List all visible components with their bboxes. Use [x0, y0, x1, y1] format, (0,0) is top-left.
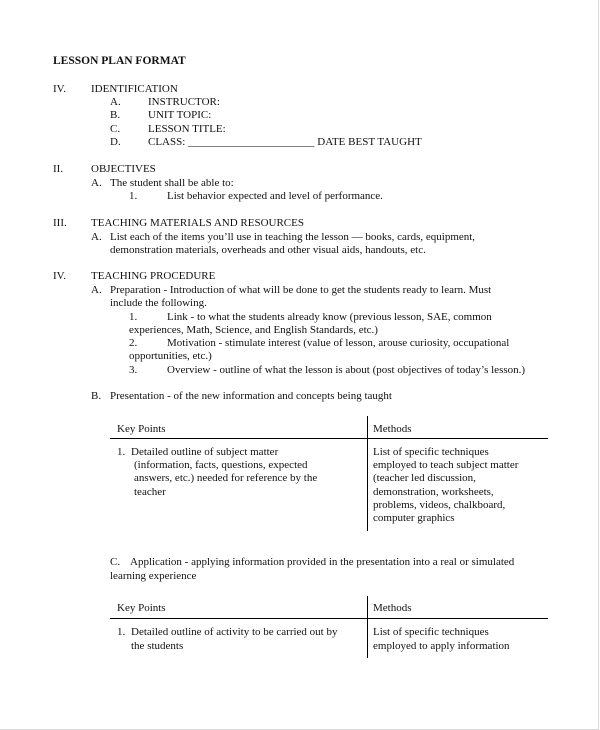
- table-column-divider: [367, 416, 368, 531]
- identification-item-letter: D.: [110, 136, 121, 148]
- preparation-subitem-number: 1.: [129, 311, 138, 323]
- preparation-link-line1: Link - to what the students already know (previous lesson, SAE, common: [167, 311, 492, 323]
- preparation-link-line2: experiences, Math, Science, and English Standards, etc.): [129, 324, 378, 336]
- document-title: LESSON PLAN FORMAT: [53, 55, 186, 67]
- preparation-motivation-line1: Motivation - stimulate interest (value of lesson, arouse curiosity, occupational: [167, 337, 510, 349]
- objectives-item-letter: A.: [91, 177, 102, 189]
- materials-item-letter: A.: [91, 231, 102, 243]
- key-points-line: Detailed outline of activity to be carried out by: [131, 626, 338, 638]
- key-points-line: answers, etc.) needed for reference by the: [134, 472, 318, 484]
- section-materials-numeral: III.: [53, 217, 67, 229]
- section-identification-numeral: IV.: [53, 83, 66, 95]
- methods-line: computer graphics: [373, 512, 455, 524]
- table-header-key-points: Key Points: [117, 423, 166, 435]
- procedure-item-letter: B.: [91, 390, 102, 402]
- key-points-line: Detailed outline of subject matter: [131, 446, 279, 458]
- procedure-preparation-line1: Preparation - Introduction of what will be done to get the students ready to learn. Must: [110, 284, 492, 296]
- section-objectives-heading: OBJECTIVES: [91, 163, 156, 175]
- preparation-overview-line1: Overview - outline of what the lesson is about (post objectives of today’s lesson.): [167, 364, 526, 376]
- methods-line: employed to apply information: [373, 640, 510, 652]
- preparation-subitem-number: 3.: [129, 364, 138, 376]
- methods-line: employed to teach subject matter: [373, 459, 519, 471]
- identification-item-lesson-title: LESSON TITLE:: [148, 123, 226, 135]
- section-identification-heading: IDENTIFICATION: [91, 83, 178, 95]
- table-header-methods: Methods: [373, 423, 412, 435]
- materials-item-text-line1: List each of the items you’ll use in teaching the lesson — books, cards, equipment,: [110, 231, 476, 243]
- procedure-application-line1: Application - applying information provided in the presentation into a real or simulated: [130, 556, 515, 568]
- preparation-motivation-line2: opportunities, etc.): [129, 350, 212, 362]
- methods-line: List of specific techniques: [373, 446, 489, 458]
- section-materials-heading: TEACHING MATERIALS AND RESOURCES: [91, 217, 304, 229]
- methods-line: demonstration, worksheets,: [373, 486, 494, 498]
- table-column-divider: [367, 596, 368, 658]
- identification-item-class: CLASS: _______________________ DATE BEST TAUGHT: [148, 136, 422, 148]
- key-points-line: teacher: [134, 486, 166, 498]
- methods-line: List of specific techniques: [373, 626, 489, 638]
- key-points-line: the students: [131, 640, 184, 652]
- objectives-subitem-text: List behavior expected and level of performance.: [167, 190, 383, 202]
- objectives-subitem-number: 1.: [129, 190, 138, 202]
- section-objectives-numeral: II.: [53, 163, 64, 175]
- key-points-line: (information, facts, questions, expected: [134, 459, 308, 471]
- table-row-number: 1.: [117, 446, 126, 458]
- methods-line: (teacher led discussion,: [373, 472, 476, 484]
- objectives-item-text: The student shall be able to:: [110, 177, 234, 189]
- table-header-methods: Methods: [373, 602, 412, 614]
- identification-item-letter: B.: [110, 109, 121, 121]
- identification-item-unit-topic: UNIT TOPIC:: [148, 109, 212, 121]
- procedure-application-line2: learning experience: [110, 570, 197, 582]
- procedure-presentation-text: Presentation - of the new information and concepts being taught: [110, 390, 392, 402]
- materials-item-text-line2: demonstration materials, overheads and other visual aids, handouts, etc.: [110, 244, 426, 256]
- identification-item-letter: A.: [110, 96, 121, 108]
- procedure-item-letter: C.: [110, 556, 121, 568]
- table-header-rule: [110, 618, 548, 619]
- methods-line: problems, videos, chalkboard,: [373, 499, 506, 511]
- procedure-item-letter: A.: [91, 284, 102, 296]
- table-header-rule: [110, 438, 548, 439]
- identification-item-letter: C.: [110, 123, 121, 135]
- preparation-subitem-number: 2.: [129, 337, 138, 349]
- identification-item-instructor: INSTRUCTOR:: [148, 96, 220, 108]
- table-header-key-points: Key Points: [117, 602, 166, 614]
- section-procedure-numeral: IV.: [53, 270, 66, 282]
- table-row-number: 1.: [117, 626, 126, 638]
- procedure-preparation-line2: include the following.: [110, 297, 207, 309]
- section-procedure-heading: TEACHING PROCEDURE: [91, 270, 216, 282]
